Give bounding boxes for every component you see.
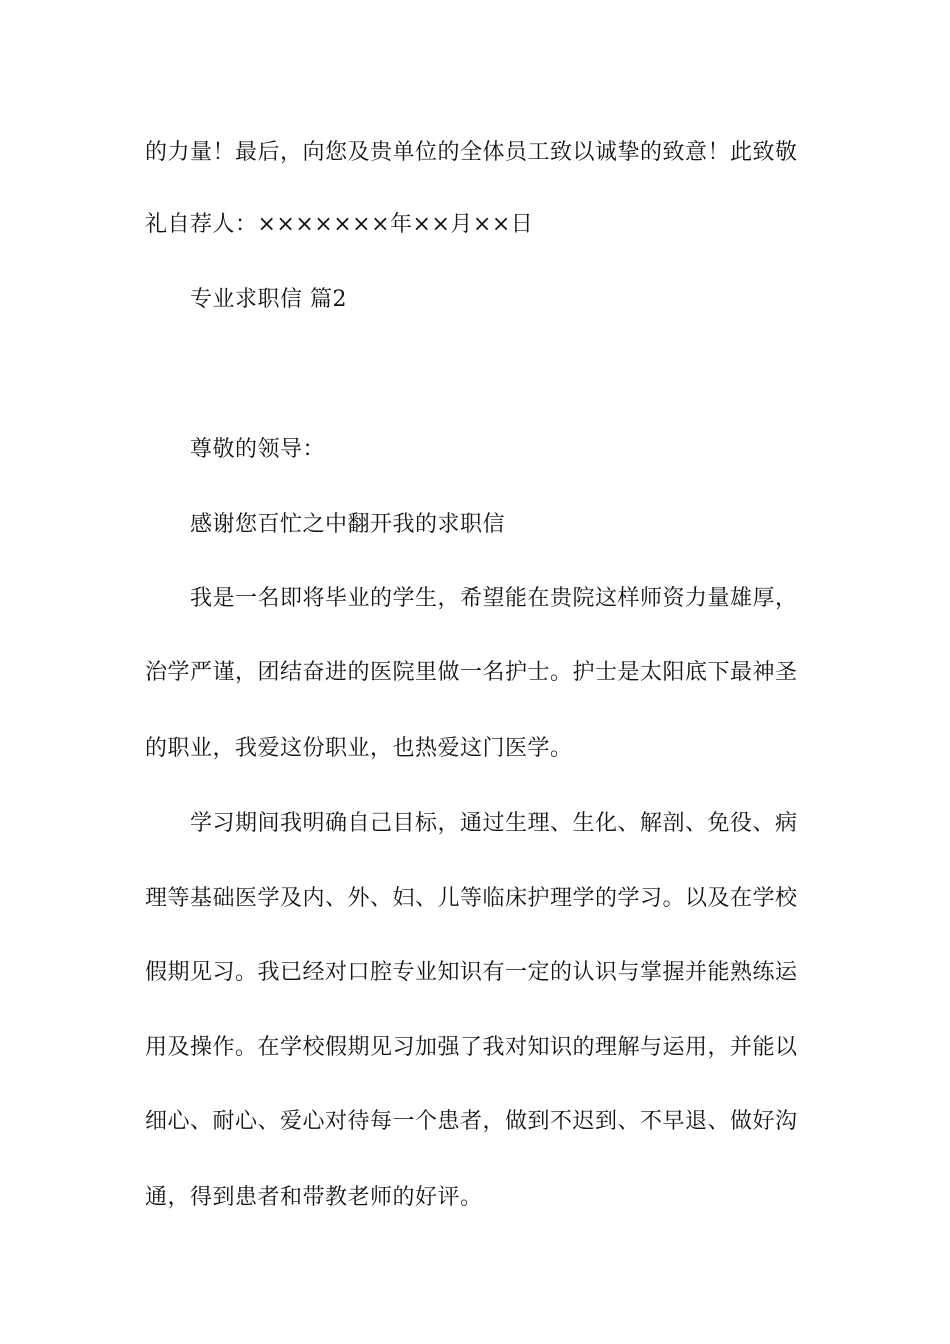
paragraph-first-line: 学习期间我明确自己目标，通过生理、生化、解剖、免役、病 [190,811,798,836]
body-text-line: 用及操作。在学校假期见习加强了我对知识的理解与运用，并能以 [145,1035,798,1060]
section-heading: 专业求职信 篇2 [190,287,347,312]
body-text-line: 感谢您百忙之中翻开我的求职信 [190,512,506,537]
body-text-line: 的职业，我爱这份职业，也热爱这门医学。 [145,736,573,761]
body-text-line: 治学严谨，团结奋进的医院里做一名护士。护士是太阳底下最神圣 [145,660,798,685]
paragraph-first-line: 我是一名即将毕业的学生，希望能在贵院这样师资力量雄厚， [190,586,798,611]
body-text-line: 假期见习。我已经对口腔专业知识有一定的认识与掌握并能熟练运 [145,960,798,985]
signature-line: 礼自荐人：×××××××年××月××日 [145,212,534,237]
body-text-line: 理等基础医学及内、外、妇、儿等临床护理学的学习。以及在学校 [145,886,798,911]
salutation: 尊敬的领导： [190,437,326,462]
body-text-line: 的力量！最后，向您及贵单位的全体员工致以诚挚的致意！此致敬 [145,140,798,165]
body-text-line: 通，得到患者和带教老师的好评。 [145,1185,483,1210]
body-text-line: 细心、耐心、爱心对待每一个患者，做到不迟到、不早退、做好沟 [145,1109,798,1134]
